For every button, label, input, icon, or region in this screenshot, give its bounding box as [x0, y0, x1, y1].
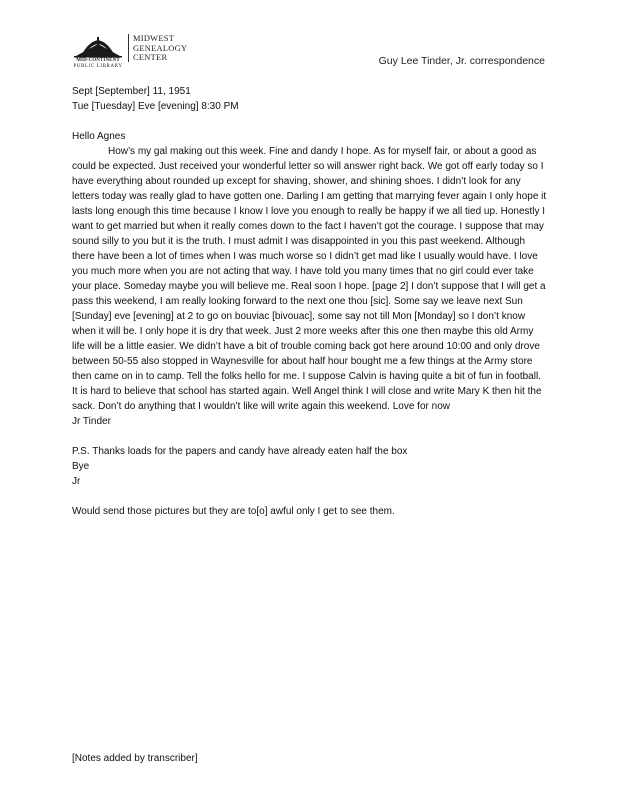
logo-line-2: PUBLIC LIBRARY	[73, 64, 123, 69]
logo-name-line: CENTER	[133, 53, 168, 62]
page-header	[0, 0, 618, 80]
letter-paragraph: How’s my gal making out this week. Fine and dandy I hope. As for myself fair, or about a good as could be expected. Just received your wonderful letter so will answer right back. We got off early today so I have everything about rounded up except for shaving, shower, and shining shoes. I didn’t look for any letters today was really glad to have gotten one. Darling I am getting that marrying fever again I only hope it lasts long enough this time because I know I love you enough to really be happy if we all tied up. Honestly I want to get married but when it really comes down to the fact I haven’t got the courage. I suppose that may sound silly to you but it is the truth. I must admit I was disappointed in you this past weekend. Although there have been a lot of times when I was much worse so I didn’t get mad like I usually would have. I love you much more when you are not acting that way. I have told you many times that no girl could ever take your place. Someday maybe you will believe me. Real soon I hope. [page 2] I don’t suppose that I will get a pass this weekend, I am really looking forward to the next one thou [sic]. Some say we leave next Sun [Sunday] eve [evening] at 2 to go on bouviac [bivouac], some say not till Mon [Monday] so I don’t know when it will be. I only hope it is dry that week. Just 2 more weeks after this one then maybe this old Army life will be a little easier. We didn’t have a bit of trouble coming back got here around 10:00 and only drove between 50-55 also stopped in Waynesville for about half hour bought me a few things at the Army store then came on in to camp. Tell the folks hello for me. I suppose Calvin is having quite a bit of fun in football. It is hard to believe that school has started again. Well Angel think I will close and write Mary K then hit the sack. Don’t do anything that I wouldn’t like will write again this weekend. Love for now	[72, 146, 547, 412]
letter-date: Sept [September] 11, 1951	[72, 86, 191, 97]
logo-name-line: GENEALOGY	[133, 43, 188, 53]
letter-ps-signature: Jr	[72, 476, 81, 487]
letter-signature: Jr Tinder	[72, 416, 111, 427]
letter-bye: Bye	[72, 461, 90, 472]
logo-divider	[128, 34, 129, 62]
logo-name	[133, 34, 187, 63]
transcriber-note: [Notes added by transcriber]	[72, 753, 198, 764]
letter-salutation: Hello Agnes	[72, 131, 126, 142]
letter-ps: P.S. Thanks loads for the papers and candy have already eaten half the box	[72, 446, 408, 457]
logo-name-line: MIDWEST	[133, 34, 175, 43]
collection-title: Guy Lee Tinder, Jr. correspondence	[378, 55, 545, 67]
logo-line-1: MID-CONTINENT	[76, 58, 120, 63]
letter-time: Tue [Tuesday] Eve [evening] 8:30 PM	[72, 101, 239, 112]
letter-postscript: Would send those pictures but they are to[o] awful only I get to see them.	[72, 506, 395, 517]
letter-body	[72, 84, 548, 519]
library-logo-icon	[72, 36, 124, 58]
logo-subtitle	[72, 58, 124, 70]
